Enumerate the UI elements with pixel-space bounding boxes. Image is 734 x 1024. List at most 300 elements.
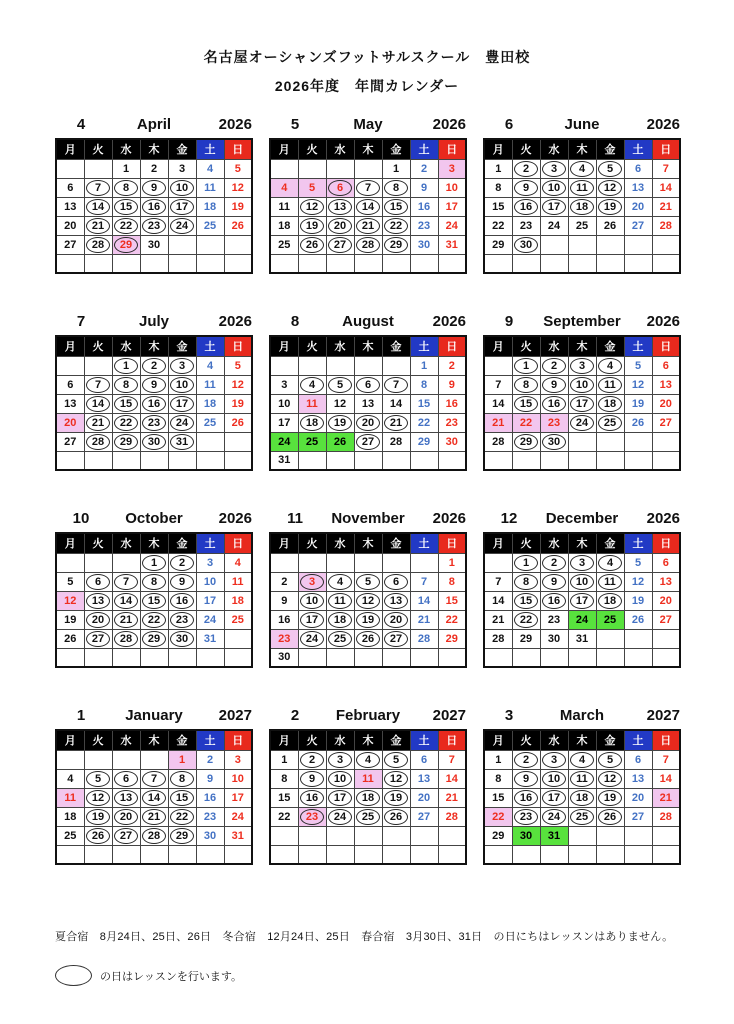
day-number: 15 [119,397,133,410]
day-cell [112,629,140,648]
week-row [56,178,252,197]
day-number: 27 [417,810,431,823]
day-cell [112,769,140,788]
day-cell [56,788,84,807]
day-header-sat: 土 [196,533,224,553]
day-number: 8 [522,378,530,391]
day-header-wed: 水 [326,533,354,553]
day-cell [354,572,382,591]
day-cell [168,375,196,394]
day-number: 20 [389,613,403,626]
day-number: 29 [175,829,189,842]
week-row [56,394,252,413]
month-number: 8 [290,312,300,330]
day-number: 15 [147,594,161,607]
day-number: 6 [392,575,400,588]
day-number: 18 [575,200,589,213]
day-cell [596,413,624,432]
day-number: 28 [147,829,161,842]
day-cell [224,159,252,178]
day-number: 14 [659,772,672,785]
day-cell [326,572,354,591]
day-number: 16 [147,397,161,410]
day-cell [112,788,140,807]
day-number: 23 [175,613,189,626]
day-cell [224,788,252,807]
day-cell [326,178,354,197]
day-cell [568,572,596,591]
week-row [270,432,466,451]
day-number: 21 [91,416,105,429]
day-number: 9 [522,772,530,785]
month-title [55,309,253,333]
day-number: 2 [522,162,530,175]
day-cell [382,750,410,769]
week-row [56,610,252,629]
day-number: 16 [147,200,161,213]
empty-cell [652,648,680,667]
day-cell [624,553,652,572]
day-number: 7 [392,378,400,391]
empty-cell [56,648,84,667]
day-cell [298,572,326,591]
day-number: 3 [448,162,455,175]
month-july [55,309,253,471]
day-number: 19 [603,200,617,213]
day-cell [140,807,168,826]
day-cell [652,769,680,788]
day-cell [410,235,438,254]
day-cell [484,591,512,610]
day-cell [410,572,438,591]
empty-cell [196,235,224,254]
empty-cell [652,432,680,451]
empty-cell [168,845,196,864]
day-number: 18 [64,810,77,823]
week-row [484,197,680,216]
day-cell [438,394,466,413]
empty-cell [652,235,680,254]
day-cell [652,394,680,413]
day-cell [624,178,652,197]
day-number: 16 [519,200,533,213]
day-header-sat: 土 [624,336,652,356]
week-row [270,807,466,826]
empty-cell [624,826,652,845]
empty-cell [568,432,596,451]
day-number: 27 [389,632,403,645]
month-number: 9 [504,312,514,330]
day-number: 14 [91,397,105,410]
empty-cell [298,648,326,667]
day-number: 24 [575,613,589,626]
month-number: 10 [72,509,90,527]
empty-cell [298,845,326,864]
day-header-sun: 日 [438,336,466,356]
day-header-mon: 月 [56,730,84,750]
day-cell [270,451,298,470]
month-march [483,703,681,865]
empty-cell [596,826,624,845]
day-number: 16 [547,594,561,607]
day-cell [410,629,438,648]
day-cell [354,432,382,451]
empty-cell [298,159,326,178]
day-header-wed: 水 [112,139,140,159]
week-row [56,356,252,375]
day-cell [168,788,196,807]
day-cell [298,235,326,254]
day-cell [168,216,196,235]
day-number: 7 [495,378,502,391]
day-header-mon: 月 [56,139,84,159]
day-header-wed: 水 [540,336,568,356]
month-october [55,506,253,668]
day-number: 16 [519,791,533,804]
week-row [270,826,466,845]
month-grid [483,729,681,865]
day-number: 31 [278,454,291,467]
month-name: June [564,115,600,133]
day-number: 12 [231,378,244,391]
day-number: 5 [94,772,102,785]
day-cell [112,591,140,610]
day-cell [410,159,438,178]
day-number: 31 [175,435,189,448]
day-cell [652,553,680,572]
day-number: 9 [522,181,530,194]
day-cell [354,591,382,610]
empty-cell [326,648,354,667]
day-number: 23 [519,810,533,823]
week-row [270,356,466,375]
day-number: 29 [445,632,458,645]
day-cell [140,216,168,235]
day-number: 20 [631,791,645,804]
day-number: 26 [231,219,244,232]
day-header-mon: 月 [484,730,512,750]
day-cell [168,629,196,648]
day-number: 22 [278,810,291,823]
day-number: 4 [206,162,214,175]
day-number: 10 [445,181,458,194]
empty-cell [112,553,140,572]
day-number: 27 [361,435,375,448]
day-number: 26 [603,219,617,232]
month-number: 4 [76,115,86,133]
day-number: 9 [448,378,455,391]
day-cell [168,394,196,413]
day-cell [596,750,624,769]
day-cell [410,591,438,610]
day-cell [224,375,252,394]
month-number: 1 [76,706,86,724]
day-header-thu: 木 [140,336,168,356]
day-number: 2 [550,359,558,372]
day-cell [652,750,680,769]
day-number: 16 [305,791,319,804]
day-number: 5 [606,753,614,766]
day-header-tue: 火 [298,336,326,356]
day-number: 17 [305,613,319,626]
empty-cell [438,451,466,470]
day-cell [84,629,112,648]
day-number: 13 [119,791,133,804]
week-row [56,197,252,216]
week-row [56,648,252,667]
day-cell [298,610,326,629]
day-number: 26 [389,810,403,823]
day-number: 28 [91,435,105,448]
day-cell [438,629,466,648]
month-title [483,112,681,136]
day-cell [512,807,540,826]
day-cell [438,235,466,254]
empty-cell [56,356,84,375]
day-number: 21 [361,219,375,232]
day-header-sun: 日 [224,730,252,750]
day-number: 11 [204,378,216,391]
empty-cell [196,648,224,667]
week-row [270,178,466,197]
day-number: 2 [178,556,186,569]
day-cell [196,591,224,610]
day-cell [56,826,84,845]
month-year: 2026 [432,312,466,330]
day-number: 13 [64,200,77,213]
day-number: 7 [662,162,669,175]
day-number: 29 [119,238,133,251]
empty-cell [112,750,140,769]
day-header-sun: 日 [652,139,680,159]
day-number: 16 [278,613,291,626]
week-row [270,159,466,178]
day-number: 7 [94,378,102,391]
day-cell [326,394,354,413]
empty-cell [168,648,196,667]
day-cell [168,769,196,788]
day-header-tue: 火 [298,533,326,553]
day-cell [540,178,568,197]
empty-cell [652,254,680,273]
day-cell [596,159,624,178]
day-number: 12 [231,181,244,194]
day-number: 22 [119,416,133,429]
empty-cell [112,254,140,273]
day-cell [140,610,168,629]
day-cell [540,750,568,769]
day-header-wed: 水 [326,730,354,750]
day-number: 2 [448,359,455,372]
day-cell [382,807,410,826]
day-cell [140,178,168,197]
day-number: 26 [603,810,617,823]
day-number: 3 [234,753,241,766]
day-number: 12 [389,772,403,785]
day-cell [56,216,84,235]
week-row [270,216,466,235]
day-cell [270,197,298,216]
day-cell [196,769,224,788]
month-name: May [353,115,383,133]
day-number: 17 [575,397,589,410]
day-number: 24 [203,613,217,626]
empty-cell [596,432,624,451]
week-row [56,375,252,394]
day-cell [196,610,224,629]
day-cell [540,553,568,572]
day-cell [270,610,298,629]
day-cell [84,610,112,629]
day-cell [298,375,326,394]
empty-cell [326,356,354,375]
day-number: 3 [281,378,288,391]
day-header-thu: 木 [354,336,382,356]
day-number: 9 [206,772,214,785]
day-cell [382,375,410,394]
month-year: 2026 [646,312,680,330]
day-number: 1 [281,753,288,766]
page-subtitle: 2026年度 年間カレンダー [274,78,460,94]
day-cell [484,572,512,591]
lesson-circle-icon [55,965,92,986]
day-cell [382,413,410,432]
day-cell [484,197,512,216]
day-number: 17 [175,200,189,213]
day-number: 1 [495,162,502,175]
day-header-sat: 土 [410,533,438,553]
day-cell [438,216,466,235]
day-number: 16 [203,791,217,804]
day-cell [298,769,326,788]
day-number: 26 [231,416,244,429]
week-row [484,769,680,788]
day-number: 30 [519,238,533,251]
day-cell [512,629,540,648]
day-number: 13 [361,397,375,410]
empty-cell [326,845,354,864]
day-number: 23 [445,416,458,429]
day-cell [224,769,252,788]
day-cell [652,159,680,178]
day-cell [298,178,326,197]
day-cell [196,750,224,769]
empty-cell [596,648,624,667]
day-cell [540,375,568,394]
day-number: 26 [64,632,77,645]
day-cell [112,235,140,254]
day-number: 18 [333,613,347,626]
day-number: 19 [631,594,645,607]
week-row [484,254,680,273]
day-cell [270,750,298,769]
day-cell [382,788,410,807]
month-title [269,112,467,136]
empty-cell [354,159,382,178]
empty-cell [326,451,354,470]
day-number: 14 [91,200,105,213]
day-cell [196,375,224,394]
day-cell [298,629,326,648]
day-number: 28 [361,238,375,251]
day-number: 25 [305,435,319,448]
day-cell [382,394,410,413]
day-number: 20 [631,200,645,213]
week-row [56,432,252,451]
day-number: 12 [361,594,375,607]
empty-cell [84,451,112,470]
day-header-tue: 火 [84,730,112,750]
day-cell [196,788,224,807]
day-number: 29 [417,435,431,448]
day-number: 4 [281,181,288,194]
empty-cell [568,845,596,864]
day-cell [224,750,252,769]
day-cell [438,553,466,572]
empty-cell [224,648,252,667]
day-header-row [484,730,680,750]
day-cell [112,375,140,394]
day-cell [512,572,540,591]
day-number: 19 [631,397,645,410]
day-cell [512,826,540,845]
day-number: 22 [492,219,505,232]
day-number: 28 [119,632,133,645]
day-number: 3 [550,753,558,766]
month-september [483,309,681,471]
day-number: 5 [234,359,241,372]
day-cell [596,394,624,413]
day-cell [112,216,140,235]
day-header-thu: 木 [140,730,168,750]
empty-cell [196,432,224,451]
empty-cell [84,553,112,572]
day-cell [84,197,112,216]
day-cell [196,394,224,413]
day-number: 19 [361,613,375,626]
day-number: 6 [420,753,428,766]
month-title [55,112,253,136]
week-row [270,648,466,667]
day-number: 18 [575,791,589,804]
empty-cell [382,451,410,470]
day-number: 13 [659,575,672,588]
day-cell [438,807,466,826]
day-number: 28 [445,810,458,823]
day-cell [624,216,652,235]
day-header-wed: 水 [540,139,568,159]
empty-cell [410,826,438,845]
day-header-sat: 土 [624,533,652,553]
day-number: 8 [281,772,288,785]
day-cell [84,788,112,807]
day-number: 9 [550,378,558,391]
day-number: 17 [203,594,217,607]
day-cell [224,216,252,235]
day-number: 3 [206,556,214,569]
day-number: 4 [606,359,614,372]
day-number: 2 [420,162,428,175]
week-row [270,451,466,470]
day-number: 8 [420,378,428,391]
day-number: 12 [333,397,347,410]
day-cell [354,375,382,394]
day-number: 5 [308,181,316,194]
day-number: 1 [122,359,130,372]
day-number: 26 [305,238,319,251]
day-number: 5 [606,162,614,175]
week-row [484,235,680,254]
